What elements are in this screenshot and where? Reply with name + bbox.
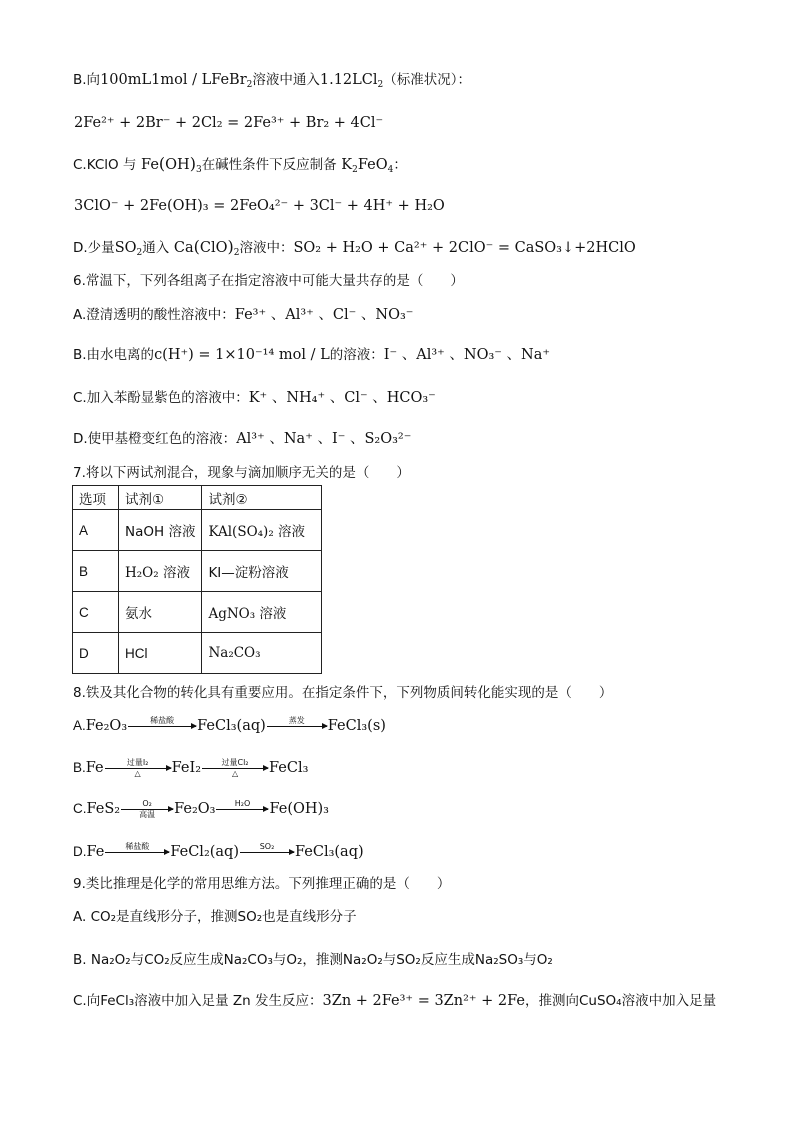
table-row: C 氨水 AgNO₃ 溶液: [73, 592, 322, 633]
equation-c: 3ClO⁻ + 2Fe(OH)₃ = 2FeO₄²⁻ + 3Cl⁻ + 4H⁺ + H₂O: [74, 198, 445, 214]
q6-option-a: A.澄清透明的酸性溶液中：Fe³⁺ 、Al³⁺ 、Cl⁻ 、NO₃⁻: [73, 307, 414, 323]
q9-option-a: A. CO₂是直线形分子，推测SO₂也是直线形分子: [73, 909, 357, 925]
q6-option-b: B.由水电离的c(H⁺) = 1×10⁻¹⁴ mol / L的溶液：I⁻ 、Al³⁺ 、NO₃⁻ 、Na⁺: [73, 347, 551, 363]
question-9-stem: 9.类比推理是化学的常用思维方法。下列推理正确的是（ ）: [73, 876, 451, 892]
q8-option-c: C.FeS₂ O₂ 高温 Fe₂O₃ H₂O Fe(OH)₃: [73, 799, 329, 819]
table-row: D HCl Na₂CO₃: [73, 633, 322, 674]
option-d-line: D.少量$SO_2$通入 $Ca(ClO)_2$溶液中：SO₂ + H₂O + Ca²⁺ + 2ClO⁻ = CaSO₃↓+2HClO: [73, 237, 636, 258]
reaction-arrow: O₂ 高温: [121, 799, 173, 819]
reaction-arrow: 过量Cl₂ △: [202, 758, 268, 778]
option-c-line: C.KClO 与 $Fe(OH)_3$在碱性条件下反应制备 $K_2FeO_4$：: [73, 154, 407, 175]
q9-option-b: B. Na₂O₂与CO₂反应生成Na₂CO₃与O₂，推测Na₂O₂与SO₂反应生成Na₂SO₃与O₂: [73, 952, 553, 968]
header-reagent-1: 试剂①: [119, 486, 202, 510]
question-8-stem: 8.铁及其化合物的转化具有重要应用。在指定条件下，下列物质间转化能实现的是（ ）: [73, 685, 613, 701]
question-7-stem: 7.将以下两试剂混合，现象与滴加顺序无关的是（ ）: [73, 465, 410, 481]
reaction-arrow: 过量I₂ △: [105, 758, 171, 778]
equation-b: 2Fe²⁺ + 2Br⁻ + 2Cl₂ = 2Fe³⁺ + Br₂ + 4Cl⁻: [74, 115, 384, 131]
reaction-arrow: 稀盐酸: [128, 716, 196, 736]
header-option: 选项: [73, 486, 119, 510]
q8-option-a: A.Fe₂O₃ 稀盐酸 FeCl₃(aq) 蒸发 FeCl₃(s): [73, 716, 386, 734]
q6-option-d: D.使甲基橙变红色的溶液：Al³⁺ 、Na⁺ 、I⁻ 、S₂O₃²⁻: [73, 431, 412, 447]
q7-table: [72, 485, 322, 674]
reaction-arrow: 稀盐酸: [105, 842, 169, 862]
table-row: B H₂O₂ 溶液 KI—淀粉溶液: [73, 551, 322, 592]
reaction-arrow: H₂O: [216, 799, 268, 819]
q6-option-c: C.加入苯酚显紫色的溶液中：K⁺ 、NH₄⁺ 、Cl⁻ 、HCO₃⁻: [73, 390, 436, 406]
reaction-arrow: SO₂: [240, 842, 294, 862]
q8-option-d: D.Fe 稀盐酸 FeCl₂(aq) SO₂ FeCl₃(aq): [73, 842, 364, 860]
option-b-line: B.向100mL1mol / LFeBr$_2$溶液中通入1.12LCl$_2$（标准状况）：: [73, 72, 472, 90]
table-header-row: [73, 486, 322, 510]
q9-option-c: C.向FeCl₃溶液中加入足量 Zn 发生反应：3Zn + 2Fe³⁺ = 3Zn²⁺ + 2Fe，推测向CuSO₄溶液中加入足量: [73, 993, 717, 1009]
reaction-arrow: 蒸发: [267, 716, 327, 736]
table-row: A NaOH 溶液 KAl(SO₄)₂ 溶液: [73, 510, 322, 551]
q8-option-b: B.Fe 过量I₂ △ FeI₂ 过量Cl₂ △ FeCl₃: [73, 758, 309, 778]
question-6-stem: 6.常温下，下列各组离子在指定溶液中可能大量共存的是（ ）: [73, 273, 464, 289]
header-reagent-2: 试剂②: [202, 486, 322, 510]
